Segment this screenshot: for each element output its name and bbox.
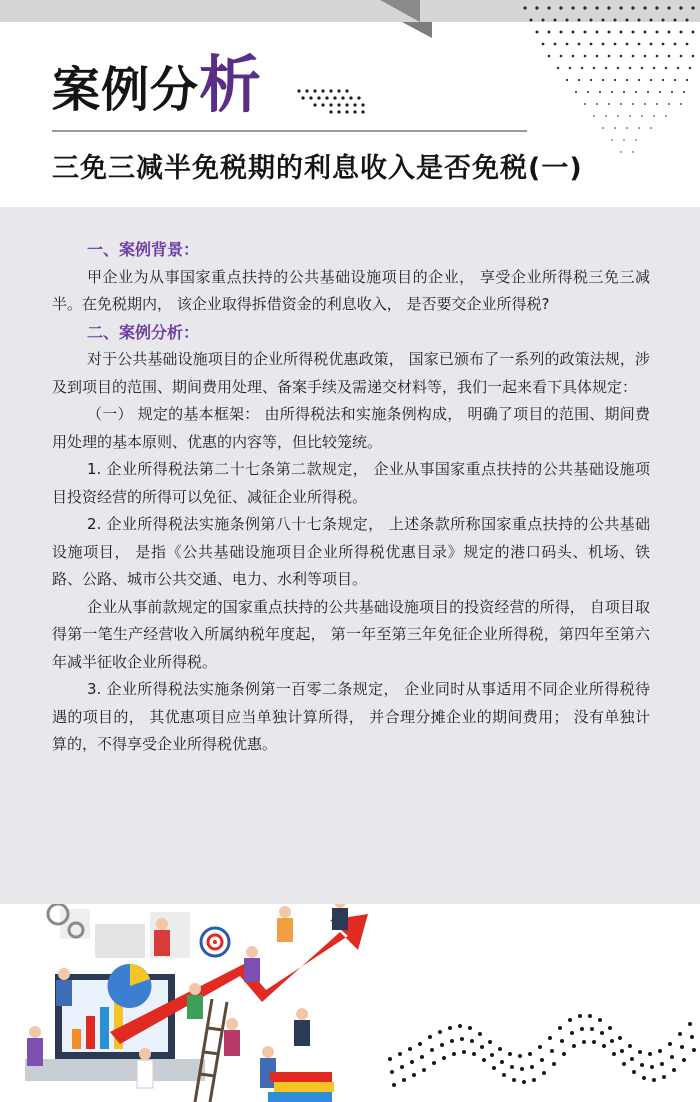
subtitle: 三免三减半免税期的利息收入是否免税(一) — [52, 153, 583, 184]
content-panel — [0, 207, 700, 904]
paragraph-exemption-period: 企业从事前款规定的国家重点扶持的公共基础设施项目的投资经营的所得， 自项目取得第一笔生产经营收入所属纳税年度起， 第一年至第三年免征企业所得税，第四年至第六年减半征收企业所得税。 — [52, 597, 650, 671]
bottom-illustration — [0, 904, 700, 1102]
section-heading-background: 一、案例背景： — [87, 240, 200, 259]
dot-pattern-top-right — [500, 0, 700, 170]
header-divider — [52, 130, 527, 132]
paragraph-policy-intro: 对于公共基础设施项目的企业所得税优惠政策， 国家已颁布了一系列的政策法规，涉及到项目的范围、期间费用处理、备案手续及需递交材料等，我们一起来看下具体规定： — [52, 350, 650, 396]
section-heading-analysis: 二、案例分析： — [87, 322, 200, 342]
title-main: 案例分 — [52, 62, 200, 118]
paragraph-article-27: 1. 企业所得税法第二十七条第二款规定， 企业从事国家重点扶持的公共基础设施项目投资经营的所得可以免征、减征企业所得税。 — [52, 460, 650, 506]
top-triangle-decoration — [402, 22, 432, 38]
dot-pattern-title — [295, 85, 375, 115]
laptop-icon — [25, 964, 205, 1081]
paragraph-article-87: 2. 企业所得税法实施条例第八十七条规定， 上述条款所称国家重点扶持的公共基础设施项目， 是指《公共基础设施项目企业所得税优惠目录》规定的港口码头、机场、铁路、公路、城市公共交通、电力、水利等项目。 — [52, 515, 650, 588]
title-accent: 析 — [199, 48, 263, 121]
dot-pattern-wave — [388, 1014, 696, 1087]
article-body — [52, 236, 650, 759]
header-title — [52, 48, 263, 121]
top-dark-wedge — [380, 0, 420, 22]
target-icon — [201, 928, 229, 956]
books-icon — [268, 1072, 334, 1102]
paragraph-article-102: 3. 企业所得税法实施条例第一百零二条规定， 企业同时从事适用不同企业所得税待遇的项目的， 其优惠项目应当单独计算所得， 并合理分摊企业的期间费用； 没有单独计算的，不得享受企业所得税优惠。 — [52, 680, 650, 753]
paragraph-framework: （一） 规定的基本框架： 由所得税法和实施条例构成， 明确了项目的范围、期间费用处理的基本原则、优惠的内容等，但比较笼统。 — [52, 405, 650, 451]
paragraph-background: 甲企业为从事国家重点扶持的公共基础设施项目的企业， 享受企业所得税三免三减半。在免税期内， 该企业取得拆借资金的利息收入， 是否要交企业所得税? — [52, 267, 650, 313]
